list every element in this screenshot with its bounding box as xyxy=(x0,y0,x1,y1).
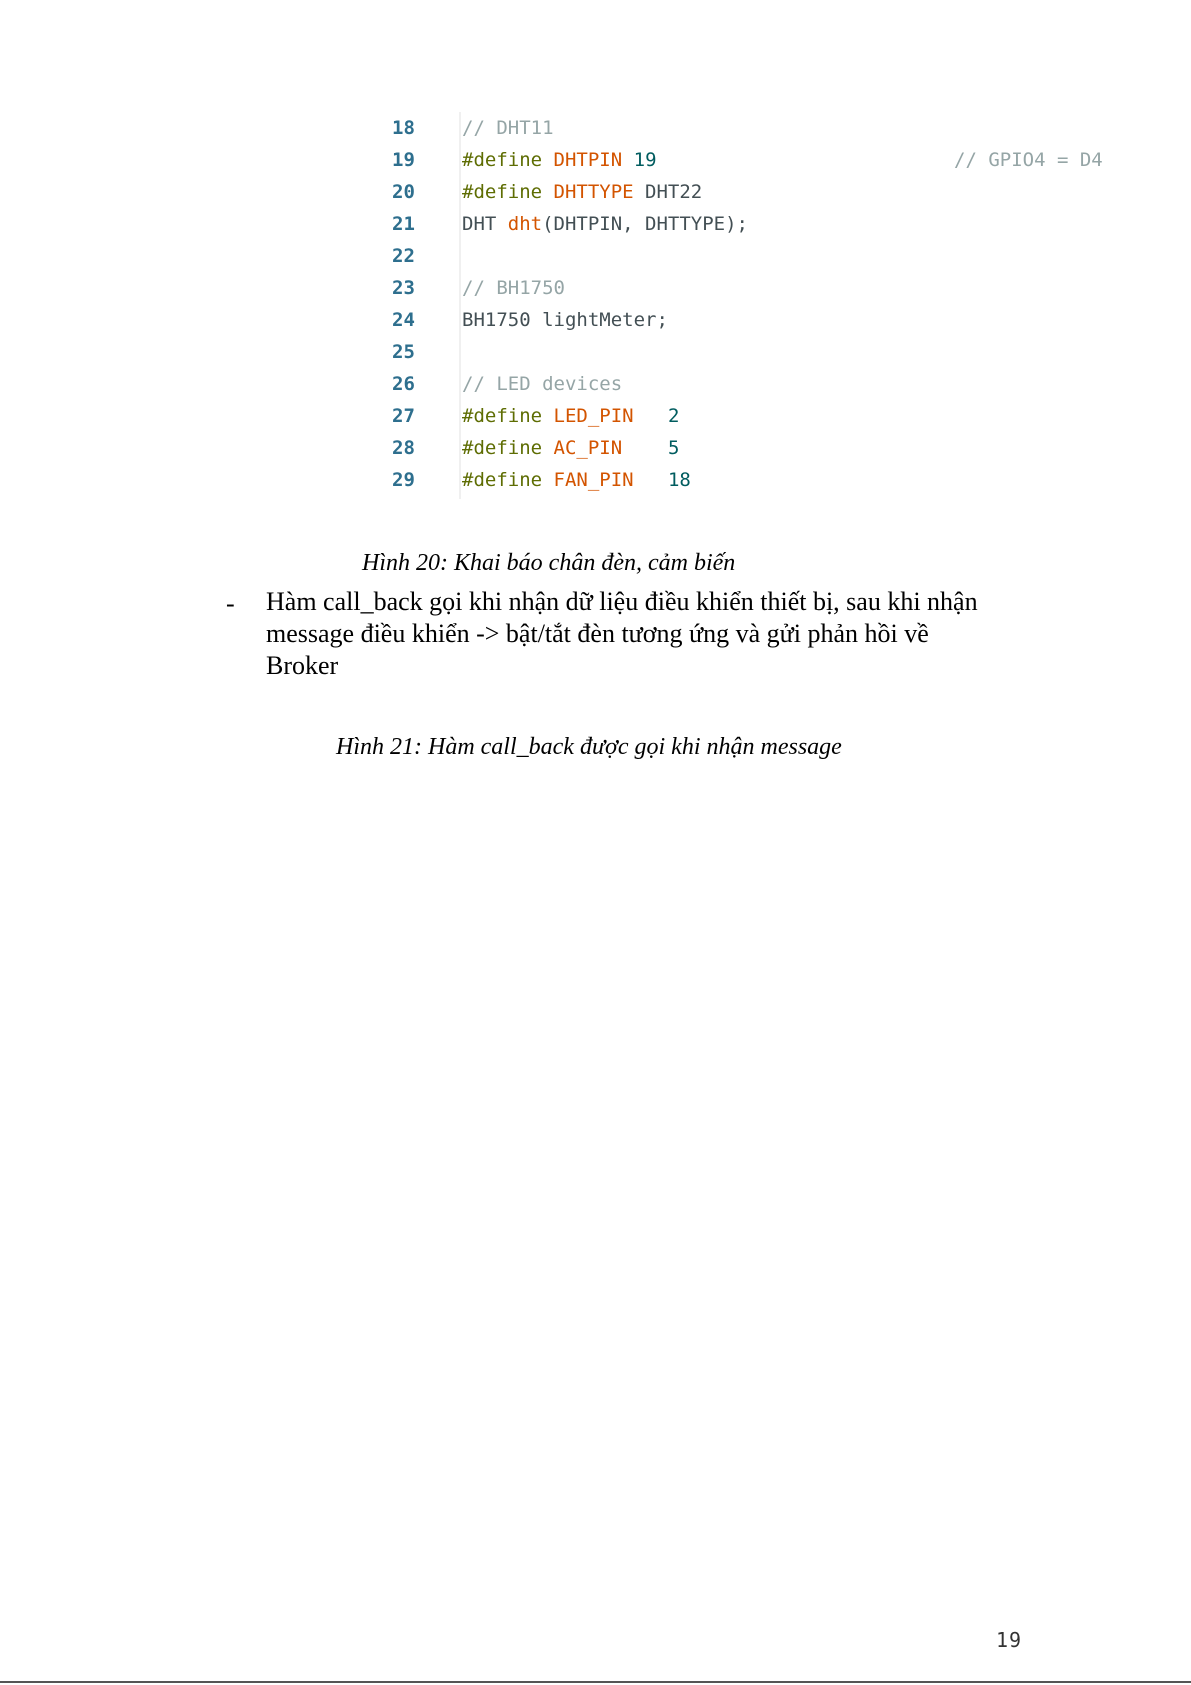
code-token xyxy=(622,437,668,459)
code-snippet xyxy=(380,112,1140,496)
code-token xyxy=(634,405,668,427)
code-text xyxy=(462,272,565,304)
figure-caption-21: Hình 21: Hàm call_back được gọi khi nhận message xyxy=(336,734,842,760)
line-number: 19 xyxy=(392,149,415,171)
figure-caption-20: Hình 20: Khai báo chân đèn, cảm biến xyxy=(362,550,736,576)
code-line xyxy=(380,208,1140,240)
code-text xyxy=(462,208,748,240)
paragraph-line: Hàm call_back gọi khi nhận dữ liệu điều khiển thiết bị, sau khi nhận xyxy=(266,587,978,616)
code-line xyxy=(380,400,1140,432)
code-token: 19 xyxy=(633,149,657,171)
bullet-paragraph xyxy=(266,586,1066,682)
line-number: 22 xyxy=(392,245,415,267)
code-token: 5 xyxy=(667,437,680,459)
line-number: 23 xyxy=(392,277,415,299)
code-text xyxy=(462,464,691,496)
code-line xyxy=(380,240,1140,272)
code-token: // DHT11 xyxy=(462,117,554,139)
code-token: 2 xyxy=(667,405,680,427)
line-number: 25 xyxy=(392,341,415,363)
line-number: 29 xyxy=(392,469,415,491)
code-text xyxy=(462,144,657,176)
paragraph-line: Broker xyxy=(266,651,339,680)
code-token: // BH1750 xyxy=(462,277,565,299)
code-token xyxy=(542,437,553,459)
code-token: #define xyxy=(462,405,543,427)
code-token: LED_PIN xyxy=(553,405,634,427)
bullet-marker: - xyxy=(226,589,235,618)
code-token: AC_PIN xyxy=(553,437,623,459)
code-token: #define xyxy=(462,181,543,203)
code-line xyxy=(380,304,1140,336)
code-token: #define xyxy=(462,149,543,171)
code-text xyxy=(462,400,679,432)
code-token: DHTTYPE xyxy=(553,181,634,203)
code-token xyxy=(542,405,553,427)
code-token xyxy=(542,469,553,491)
code-line xyxy=(380,176,1140,208)
paragraph-line: message điều khiển -> bật/tắt đèn tương ứng và gửi phản hồi về xyxy=(266,619,929,648)
page-bottom-rule xyxy=(0,1681,1191,1683)
code-line xyxy=(380,368,1140,400)
line-number: 20 xyxy=(392,181,415,203)
line-number: 28 xyxy=(392,437,415,459)
code-token xyxy=(622,149,633,171)
code-line xyxy=(380,464,1140,496)
code-token: dht xyxy=(507,213,543,235)
code-token: DHT22 xyxy=(633,181,703,203)
code-line xyxy=(380,112,1140,144)
trailing-comment: // GPIO4 = D4 xyxy=(954,149,1103,171)
code-token: DHTPIN xyxy=(553,149,623,171)
code-line xyxy=(380,432,1140,464)
code-text xyxy=(462,176,702,208)
code-token xyxy=(634,469,668,491)
code-text xyxy=(462,112,554,144)
line-number: 27 xyxy=(392,405,415,427)
line-number: 18 xyxy=(392,117,415,139)
code-token: (DHTPIN, DHTTYPE); xyxy=(542,213,748,235)
code-token: DHT xyxy=(462,213,508,235)
line-number: 26 xyxy=(392,373,415,395)
code-line xyxy=(380,272,1140,304)
code-token: // LED devices xyxy=(462,373,623,395)
code-text xyxy=(462,432,679,464)
line-number: 24 xyxy=(392,309,415,331)
code-token xyxy=(542,181,553,203)
code-token: BH1750 lightMeter; xyxy=(462,309,668,331)
code-text xyxy=(462,304,668,336)
page-number: 19 xyxy=(996,1628,1023,1652)
code-token: #define xyxy=(462,469,543,491)
line-number: 21 xyxy=(392,213,415,235)
code-token: #define xyxy=(462,437,543,459)
code-token: FAN_PIN xyxy=(553,469,634,491)
code-text xyxy=(462,368,622,400)
code-token xyxy=(542,149,553,171)
code-line xyxy=(380,144,1140,176)
code-token: 18 xyxy=(667,469,691,491)
code-line xyxy=(380,336,1140,368)
